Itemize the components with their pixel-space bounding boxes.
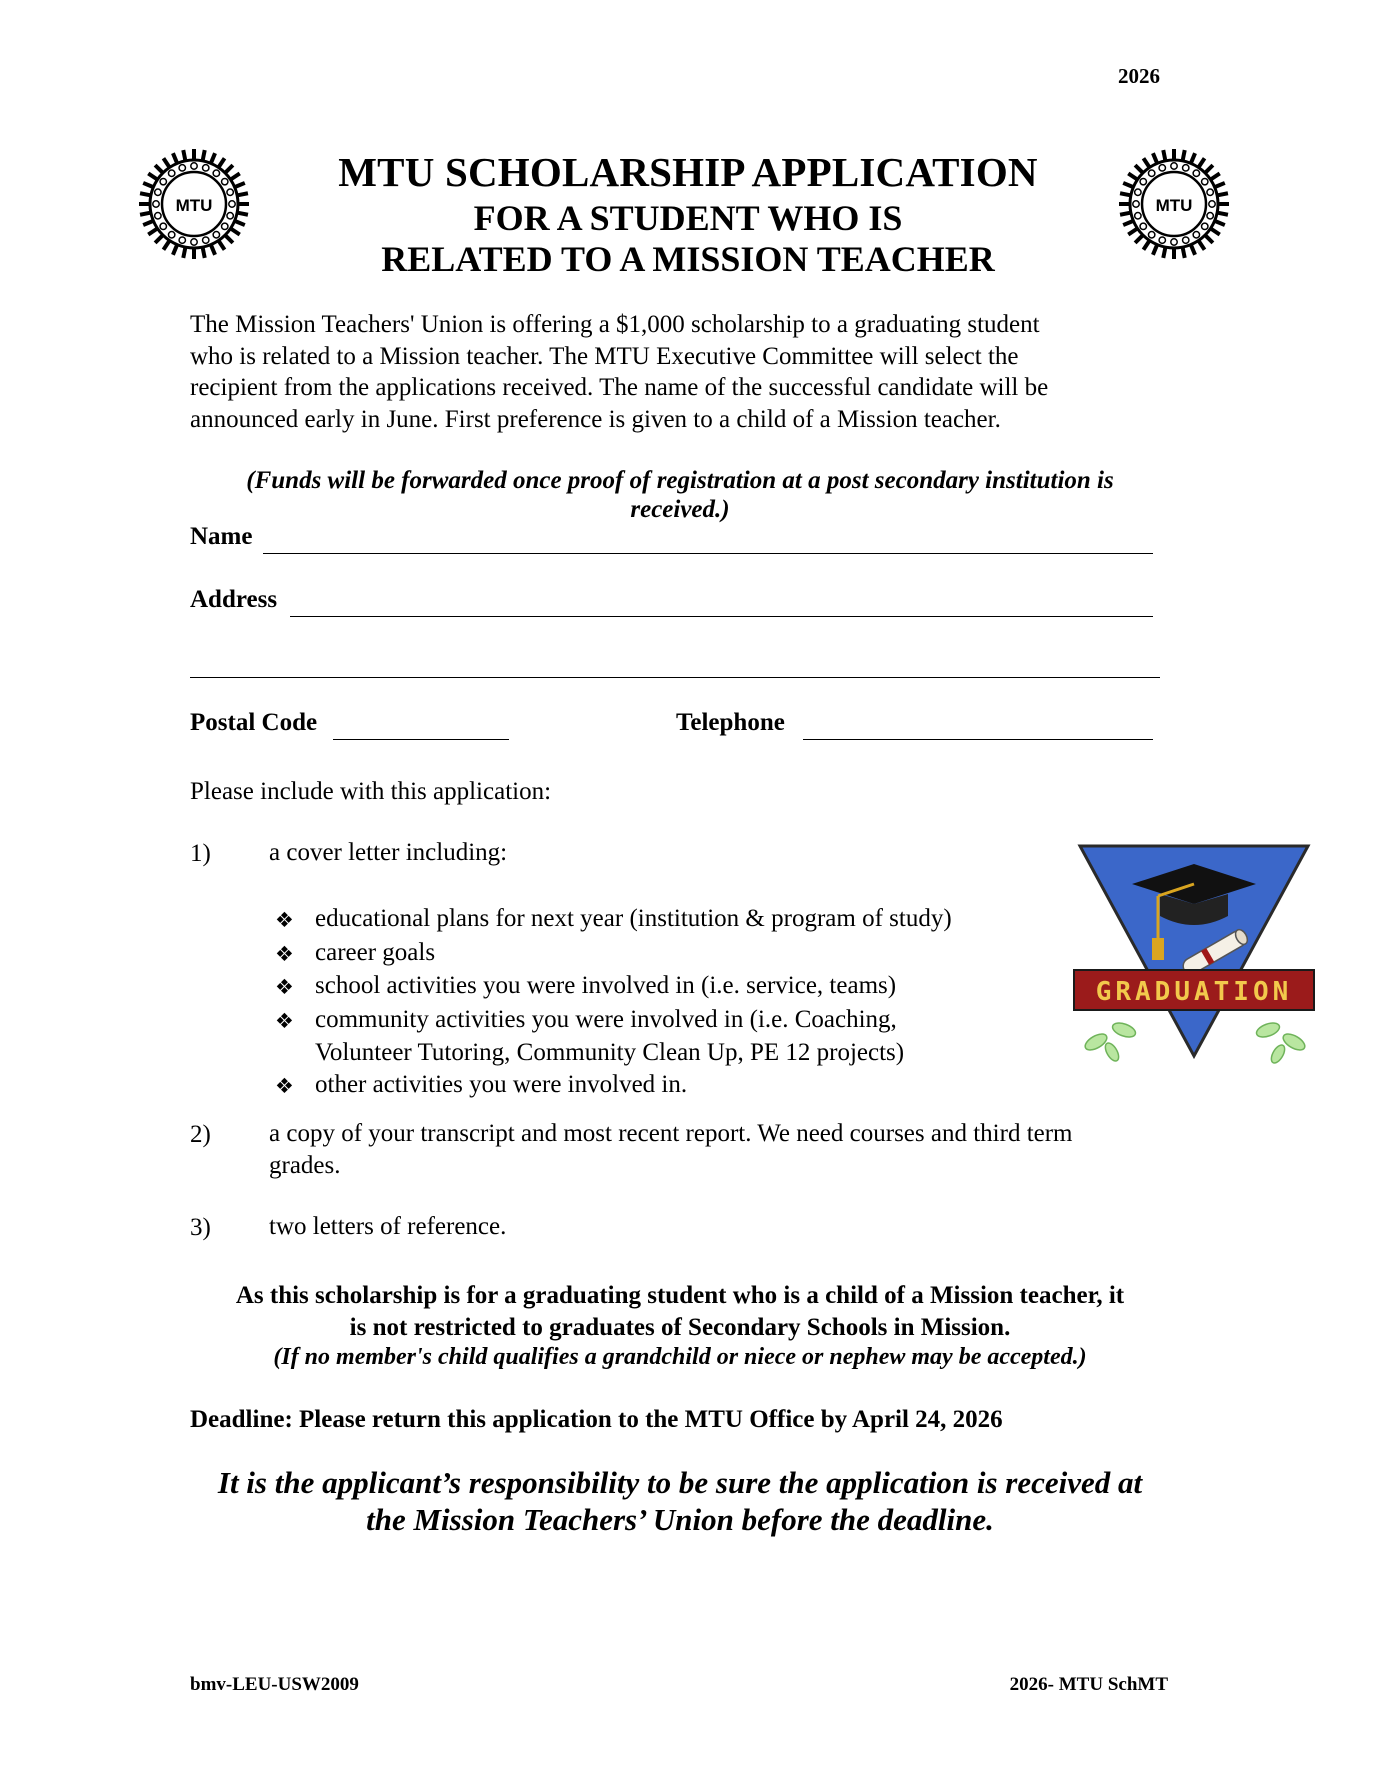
bullet-item (275, 1069, 1055, 1103)
mtu-gear-logo-left (136, 146, 252, 262)
footer-right: 2026- MTU SchMT (1009, 1674, 1168, 1695)
intro-line: recipient from the applications received. The name of the successful candidate will be (190, 374, 1049, 401)
logo-text: MTU (1155, 196, 1193, 215)
deadline-note: Deadline: Please return this application to the MTU Office by April 24, 2026 (190, 1406, 1003, 1433)
bullet-item (275, 1004, 1055, 1038)
include-heading: Please include with this application: (190, 778, 552, 805)
funds-note-line: received.) (630, 496, 730, 523)
bullet-text: educational plans for next year (institution & program of study) (315, 905, 952, 932)
bullet-item (275, 937, 1055, 971)
diamond-bullet-icon: ❖ (275, 975, 294, 999)
bullet-text: community activities you were involved in (i.e. Coaching, (315, 1005, 897, 1033)
list-number: 1) (190, 840, 211, 867)
list-item-line: a copy of your transcript and most recent report. We need courses and third term (269, 1120, 1073, 1147)
eligibility-note-line: As this scholarship is for a graduating student who is a child of a Mission teacher, it (235, 1282, 1125, 1309)
telephone-field[interactable] (803, 739, 1153, 740)
list-number: 2) (190, 1121, 211, 1148)
logo-text: MTU (175, 196, 213, 215)
eligibility-note (190, 1280, 1170, 1343)
diamond-bullet-icon: ❖ (275, 941, 294, 966)
bullet-item (275, 970, 1055, 1004)
bullet-item (275, 903, 1055, 937)
list-item-line: grades. (269, 1151, 341, 1179)
mtu-gear-logo-right (1116, 146, 1232, 262)
bullet-text: other activities you were involved in. (315, 1070, 688, 1098)
diamond-bullet-icon: ❖ (275, 1073, 294, 1098)
page-subtitle-line2: RELATED TO A MISSION TEACHER (381, 239, 995, 279)
diamond-bullet-icon: ❖ (275, 1008, 294, 1033)
address-field[interactable] (290, 616, 1153, 617)
alternate-eligibility-note: (If no member's child qualifies a grandchild or niece or nephew may be accepted.) (273, 1344, 1087, 1370)
intro-line: The Mission Teachers' Union is offering a $1,000 scholarship to a graduating student (190, 311, 1040, 338)
responsibility-note-line: the Mission Teachers’ Union before the deadline. (366, 1502, 994, 1537)
graduation-clipart (1072, 842, 1316, 1066)
funds-note-line: (Funds will be forwarded once proof of registration at a post secondary institution is (246, 467, 1114, 494)
eligibility-note-line: is not restricted to graduates of Secondary Schools in Mission. (349, 1313, 1011, 1341)
postal-code-field[interactable] (333, 739, 509, 740)
tassel-icon (1152, 938, 1164, 960)
page-subtitle-line1: FOR A STUDENT WHO IS (473, 198, 903, 238)
cover-letter-bullets (275, 903, 1055, 1102)
footer-left: bmv-LEU-USW2009 (190, 1674, 359, 1695)
bullet-item-continued (275, 1037, 1055, 1069)
list-number: 3) (190, 1214, 211, 1241)
intro-line: who is related to a Mission teacher. The MTU Executive Committee will select the (190, 342, 1019, 370)
responsibility-note-line: It is the applicant’s responsibility to be sure the application is received at (217, 1465, 1143, 1500)
telephone-label: Telephone (676, 709, 785, 736)
intro-line: announced early in June. First preference is given to a child of a Mission teacher. (190, 405, 1001, 433)
list-item (269, 1118, 1169, 1181)
postal-code-label: Postal Code (190, 709, 318, 736)
diamond-bullet-icon: ❖ (275, 908, 294, 932)
name-label: Name (190, 523, 253, 550)
bullet-text: career goals (315, 938, 436, 966)
list-item: two letters of reference. (269, 1213, 507, 1240)
page-title: MTU SCHOLARSHIP APPLICATION (338, 149, 1038, 195)
funds-note (190, 466, 1170, 524)
intro-paragraph (190, 309, 1150, 435)
list-item: a cover letter including: (269, 839, 508, 866)
graduation-banner-text: GRADUATION (1095, 977, 1293, 1007)
bullet-text: Volunteer Tutoring, Community Clean Up, PE 12 projects) (315, 1039, 905, 1066)
address-label: Address (190, 586, 278, 613)
responsibility-note (190, 1464, 1170, 1538)
address-field-line2[interactable] (190, 677, 1160, 678)
bullet-text: school activities you were involved in (i.e. service, teams) (315, 972, 897, 999)
document-year: 2026 (1118, 64, 1160, 88)
name-field[interactable] (263, 553, 1153, 554)
